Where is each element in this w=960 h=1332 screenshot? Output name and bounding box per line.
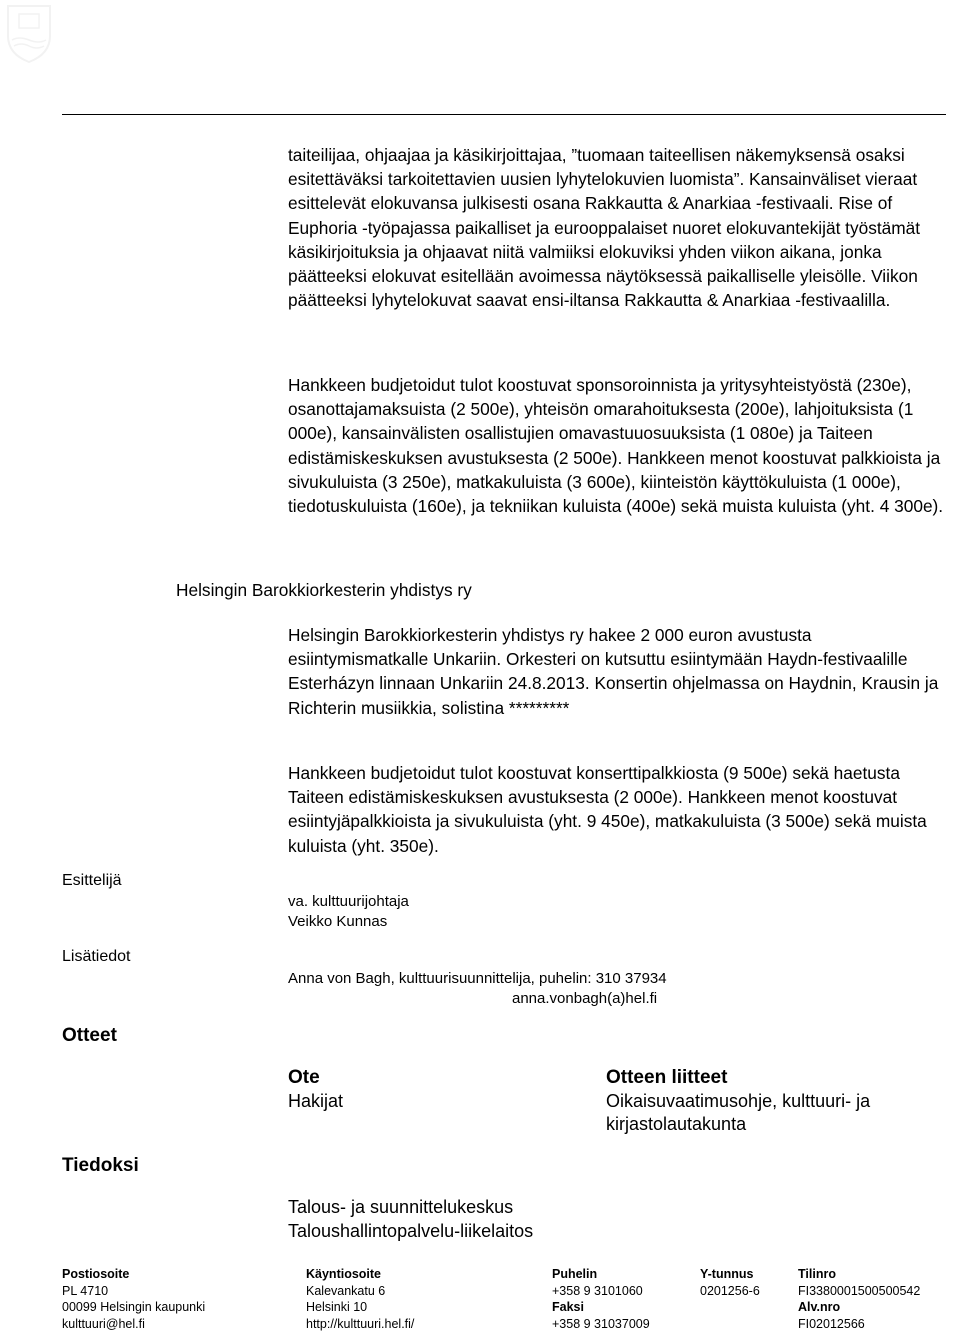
footer-alv-head: Alv.nro	[798, 1300, 841, 1314]
presenter-label: Esittelijä	[62, 872, 122, 889]
attachments-heading: Otteen liitteet	[606, 1067, 728, 1088]
more-info-label: Lisätiedot	[62, 948, 131, 965]
footer-fax-head: Faksi	[552, 1300, 584, 1314]
notice-recipient-2: Taloushallintopalvelu-liikelaitos	[288, 1221, 534, 1241]
header-board: Kulttuuri- ja kirjastolautakunta	[64, 23, 339, 44]
footer-ytunnus-head: Y-tunnus	[700, 1267, 754, 1281]
footer-alv-1: FI02012566	[798, 1316, 865, 1331]
footer-visit-head: Käyntiosoite	[306, 1267, 382, 1281]
footer-postal	[62, 1266, 205, 1332]
header-case-id: Kupo/Kultj/2	[724, 44, 827, 65]
footer-visit-2: Helsinki 10	[306, 1300, 368, 1314]
header-meeting-number: 8/2013	[723, 0, 782, 21]
footer-phone-head: Puhelin	[552, 1267, 598, 1281]
header-date: 27.08.2013	[503, 68, 599, 89]
more-info-email: anna.vonbagh(a)hel.fi	[512, 990, 658, 1007]
footer-postal-2: 00099 Helsingin kaupunki	[62, 1300, 206, 1314]
footer-bank	[798, 1266, 920, 1332]
footer-postal-email[interactable]: kulttuuri@hel.fi	[62, 1316, 145, 1331]
notices-label: Tiedoksi	[62, 1155, 139, 1176]
header-doc-type: Pöytäkirja	[503, 0, 594, 21]
header-page-number: 10 (10)	[852, 0, 913, 21]
footer-ytunnus-1: 0201256-6	[700, 1283, 760, 1298]
footer-fax-1: +358 9 31037009	[552, 1316, 650, 1331]
header-divider	[62, 114, 946, 115]
presenter-name: Veikko Kunnas	[288, 913, 388, 930]
attachment-line-1: Oikaisuvaatimusohje, kulttuuri- ja	[606, 1091, 871, 1111]
body-paragraph-2: Hankkeen budjetoidut tulot koostuvat sponsoroinnista ja yritysyhteistyöstä (230e), osanottajamaksuista (2 500e), yhteisön omarahoituksesta (200e), lahjoituksista (1 000e), kansainvälisten osallistujien omavastuuosuuksista (1 080e) ja Taiteen edistämiskeskuksen avustuksesta (2 500e). Hankkeen menot koostuvat palkkioista ja sivukuluista (3 250e), matkakuluista (3 600e), kiinteistön käyttökuluista (1 000e), tiedotuskuluista (160e), ja tekniikan kuluista (400e) sekä muista kuluista (yht. 4 300e).	[288, 375, 944, 517]
org-heading: Helsingin Barokkiorkesterin yhdistys ry	[176, 580, 472, 600]
attachment-line-2: kirjastolautakunta	[606, 1114, 747, 1134]
footer-ytunnus	[700, 1266, 760, 1299]
body-paragraph-4: Hankkeen budjetoidut tulot koostuvat konserttipalkkiosta (9 500e) sekä haetusta Taiteen edistämiskeskuksen avustuksesta (2 000e). Hankkeen menot koostuvat esiintyjäpalkkioista ja sivukuluista (yht. 9 450e), matkakuluista (3 500e) sekä muista kuluista (yht. 350e).	[288, 763, 927, 856]
footer-postal-head: Postiosoite	[62, 1267, 130, 1281]
extract-column-heading: Ote	[288, 1067, 320, 1088]
footer-phone	[552, 1266, 650, 1332]
more-info-contact: Anna von Bagh, kulttuurisuunnittelija, puhelin: 310 37934	[288, 970, 667, 987]
footer-postal-1: PL 4710	[62, 1283, 109, 1298]
presenter-title: va. kulttuurijohtaja	[288, 893, 409, 910]
footer-visit-1: Kalevankatu 6	[306, 1283, 386, 1298]
body-paragraph-3: Helsingin Barokkiorkesterin yhdistys ry hakee 2 000 euron avustusta esiintymismatkalle Unkariin. Orkesteri on kutsuttu esiintymään Haydn-festivaalille Esterházyn linnaan Unkariin 24.8.2013. Konsertin ohjelmassa on Haydnin, Krausin ja Richterin musiikkia, solistina *********	[288, 625, 939, 718]
footer-phone-1: +358 9 3101060	[552, 1283, 643, 1298]
extract-recipient: Hakijat	[288, 1091, 344, 1111]
footer-visit	[306, 1266, 414, 1332]
extracts-label: Otteet	[62, 1025, 117, 1046]
notice-recipient-1: Talous- ja suunnittelukeskus	[288, 1197, 514, 1217]
footer-tilinro-1: FI3380001500500542	[798, 1283, 921, 1298]
footer-visit-url[interactable]: http://kulttuuri.hel.fi/	[306, 1316, 415, 1331]
footer-tilinro-head: Tilinro	[798, 1267, 836, 1281]
body-paragraph-1: taiteilijaa, ohjaajaa ja käsikirjoittajaa, ”tuomaan taiteellisen näkemyksensä osaksi esitettäväksi tarkoitettavien uusien lyhytelokuvien luomista”. Kansainväliset vieraat esittelevät elokuvansa julkisesti osana Rakkautta & Anarkiaa -festivaali. Rise of Euphoria -työpajassa paikalliset ja eurooppalaiset nuoret elokuvantekijät työstämät käsikirjoituksia ja ohjaavat niitä valmiiksi elokuviksi yhden viikon aikana, jonka päätteeksi elokuvat esitellään avoimessa näytöksessä paikalliselle yleisölle. Viikon päätteeksi lyhytelokuvat saavat ensi-iltansa Rakkautta & Anarkiaa -festivaalilla.	[288, 145, 921, 311]
header-city: Helsingin kaupunki	[64, 0, 239, 21]
helsinki-crest-icon	[4, 0, 54, 64]
